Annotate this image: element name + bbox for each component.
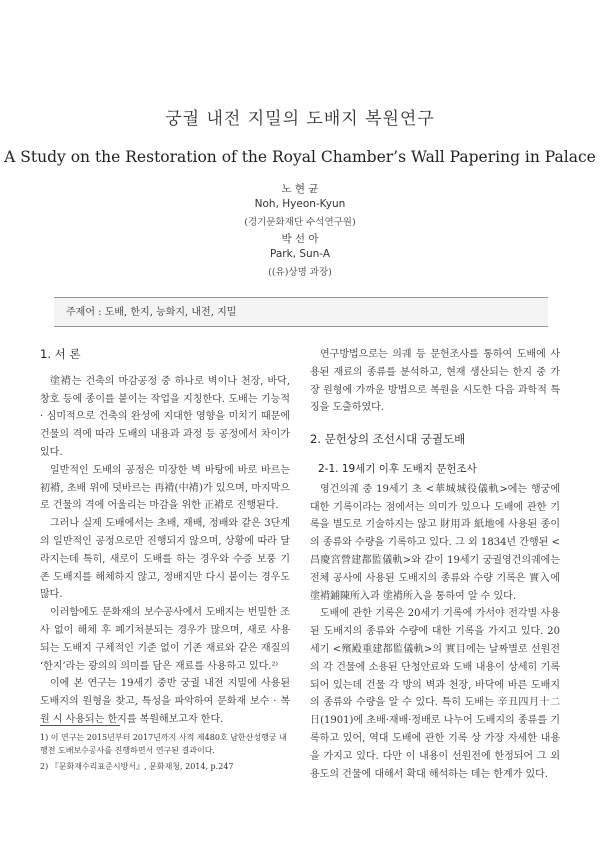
section-1-paragraph: 塗褙는 건축의 마감공정 중 하나로 벽이나 천장, 바닥, 창호 등에 종이를 붙이는 작업을 지칭한다. 도배는 기능적 · 심미적으로 건축의 완성에 지대한 영향을 미치기 때문에 건물의 격에 따라 도배의 내용과 과정 등 공정에서 차이가 있다. [40, 375, 290, 458]
section-1-paragraph: 이러함에도 문화재의 보수공사에서 도배지는 번밀한 조사 없이 해체 후 폐기처분되는 경우가 많으며, 새로 사용되는 도배지 구체적인 기준 없이 기존 재료와 같은 재질의 ‘한지’라는 광의의 의미를 담은 재료를 사용하고 있다.²⁾ [40, 607, 290, 672]
footnote-1: 1) 이 연구는 2015년부터 2017년까지 사적 제480호 남한산성행궁 내행전 도배보수공사를 진행하면서 연구된 결과이다. [40, 733, 287, 755]
left-column [40, 346, 290, 729]
footnote-2: 2) 『문화재수리표준시방서』, 문화재청, 2014, p.247 [40, 762, 234, 771]
author-1-name-korean: 노 현 균 [281, 183, 319, 195]
section-1-paragraph: 이에 본 연구는 19세기 중반 궁궐 내전 지밀에 사용된 도배지의 원형을 찾고, 특성을 파악하여 문화재 보수 · 복원 시 사용되는 한지를 복원해보고자 한다. [40, 678, 290, 725]
author-1-name-english: Noh, Hyeon-Kyun [254, 198, 346, 210]
paper-title-english: A Study on the Restoration of the Royal Chamber’s Wall Papering in Palace [4, 148, 596, 166]
right-column [310, 346, 560, 783]
section-2-paragraph: 도배에 관한 기록은 20세기 기록에 가서야 전각별 사용된 도배지의 종류와 수량에 대한 기록을 가지고 있다. 20세기 <殯殿重建都監儀軌>의 實目에는 날짜별로 선원전의 각 건물에 소용된 단청안료와 도배 내용이 상세히 기록되어 있는데 건물 각 방의 벽과 천장, 바닥에 바른 도배지의 종류와 수량을 알 수 있다. 특히 도배는 辛丑四月十二日(1901)에 초배·재배·정배로 나누어 도배지의 종류를 기록하고 있어, 역대 도배에 관한 기록 상 가장 자세한 내용을 가지고 있다. 다만 이 내용이 선원전에 한정되어 그 외 용도의 건물에 대해서 확대 해석하는 데는 한계가 있다. [310, 608, 560, 780]
section-2-heading: 2. 문헌상의 조선시대 궁궐도배 [310, 432, 466, 447]
paper-title-korean: 궁궐 내전 지밀의 도배지 복원연구 [165, 109, 435, 129]
section-2-paragraph: 영건의궤 중 19세기 초 <華城城役儀軌>에는 행궁에 대한 기록이라는 점에서는 의미가 있으나 도배에 관한 기록을 별도로 기술하지는 않고 財用과 紙地에 사용된 종이의 종류와 수량을 기록하고 있다. 그 외 1834년 간행된 <昌慶宮營建都監儀軌>와 같이 19세기 궁궐영건의궤에는 전체 공사에 사용된 도배지의 종류와 수량 기록은 實入에 塗褙鋪陳所入과 塗褙所入을 통하여 알 수 있다. [310, 483, 560, 602]
author-2-name-korean: 박 선 아 [281, 233, 319, 245]
section-1-paragraph: 그러나 실제 도배에서는 초배, 재배, 정배와 같은 3단계의 일반적인 공정으로만 진행되지 않으며, 상황에 따라 달라지는데 특히, 새로이 도배를 하는 경우와 수증 보풍 기존 도배지를 해체하지 않고, 정배지만 다시 붙이는 경우도 많다. [40, 518, 290, 601]
author-2-name-english: Park, Sun-A [269, 248, 331, 260]
section-1-heading: 1. 서 론 [40, 347, 81, 361]
intro-continuation-paragraph: 연구방법으로는 의궤 등 문헌조사를 통하여 도배에 사용된 재료의 종류를 분석하고, 현재 생산되는 한지 중 가장 원형에 가까운 방법으로 복원을 시도한 다음 과학적 특징을 도출하였다. [310, 349, 560, 414]
section-2-1-heading: 2-1. 19세기 이후 도배지 문헌조사 [318, 462, 477, 475]
author-1-affiliation: (경기문화재단 수석연구원) [244, 217, 356, 228]
keywords-bar [54, 297, 548, 327]
keywords-text: 주제어 : 도배, 한지, 능화지, 내전, 지밀 [66, 307, 237, 318]
author-2-affiliation: ((유)상명 과장) [268, 267, 332, 278]
section-1-paragraph: 일반적인 도배의 공정은 미장한 벽 바탕에 바로 바르는 初褙, 초배 위에 덧바르는 再褙(中褙)가 있으며, 마지막으로 건물의 격에 어울리는 마감을 위한 正褙로 진행된다. [40, 464, 290, 512]
footnote-rule [40, 725, 120, 726]
